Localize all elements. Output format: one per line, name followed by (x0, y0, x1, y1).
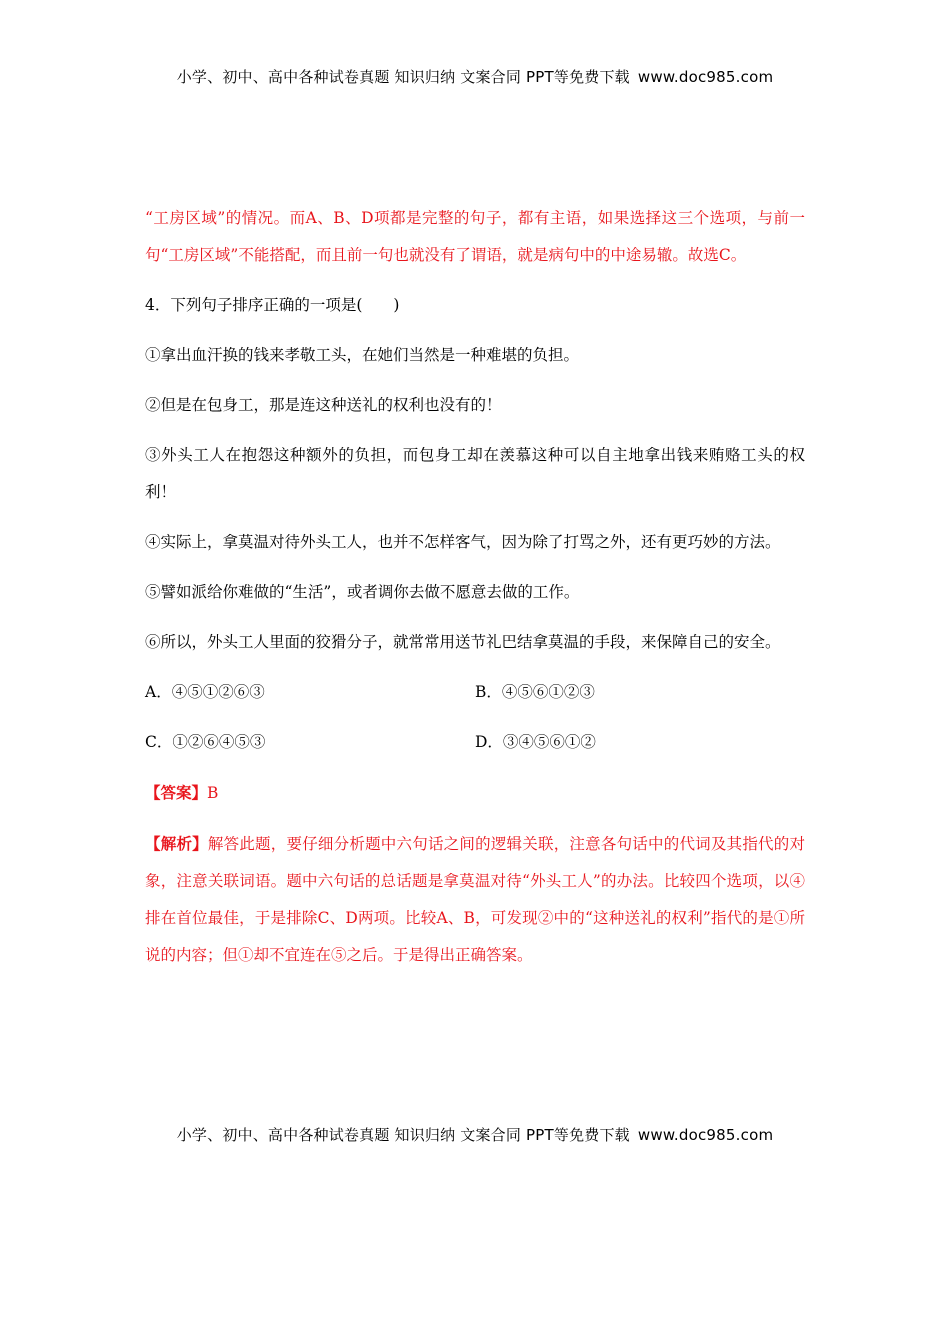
option-a: A．④⑤①②⑥③ (145, 683, 265, 701)
answer-tag: 【答案】 (145, 783, 208, 802)
document-body (145, 200, 805, 987)
header-url[interactable]: www.doc985.com (637, 68, 774, 86)
sentence-6: ⑥所以，外头工人里面的狡猾分子，就常常用送节礼巴结拿莫温的手段，来保障自己的安全。 (145, 633, 781, 651)
answer-line (145, 774, 805, 812)
previous-explanation: “工房区域”的情况。而A、B、D项都是完整的句子，都有主语，如果选择这三个选项，与前一句“工房区域”不能搭配，而且前一句也就没有了谓语，就是病句中的中途易辙。故选C。 (145, 209, 805, 264)
question-stem: 4．下列句子排序正确的一项是( ) (145, 296, 400, 314)
analysis-paragraph (145, 825, 805, 974)
page-footer (0, 1124, 950, 1145)
footer-text: 小学、初中、高中各种试卷真题 知识归纳 文案合同 PPT等免费下载 (176, 1126, 630, 1144)
page-header (0, 66, 950, 87)
option-b: B．④⑤⑥①②③ (475, 683, 595, 701)
option-d: D．③④⑤⑥①② (475, 733, 596, 751)
analysis-text: 解答此题，要仔细分析题中六句话之间的逻辑关联，注意各句话中的代词及其指代的对象，注意关联词语。题中六句话的总话题是拿莫温对待“外头工人”的办法。比较四个选项，以④排在首位最佳，于是排除C、D两项。比较A、B，可发现②中的“这种送礼的权利”指代的是①所说的内容；但①却不宜连在⑤之后。于是得出正确答案。 (145, 835, 805, 964)
sentence-4: ④实际上，拿莫温对待外头工人，也并不怎样客气，因为除了打骂之外，还有更巧妙的方法。 (145, 533, 781, 551)
sentence-2: ②但是在包身工，那是连这种送礼的权利也没有的！ (145, 396, 502, 414)
header-text: 小学、初中、高中各种试卷真题 知识归纳 文案合同 PPT等免费下载 (176, 68, 630, 86)
sentence-3: ③外头工人在抱怨这种额外的负担，而包身工却在羡慕这种可以自主地拿出钱来贿赂工头的权利！ (145, 446, 805, 501)
footer-url[interactable]: www.doc985.com (637, 1126, 774, 1144)
option-c: C．①②⑥④⑤③ (145, 733, 266, 751)
answer-value: B (207, 784, 219, 802)
sentence-5: ⑤譬如派给你难做的“生活”，或者调你去做不愿意去做的工作。 (145, 583, 580, 601)
answer-options (145, 674, 805, 774)
analysis-tag: 【解析】 (145, 834, 208, 853)
sentence-1: ①拿出血汗换的钱来孝敬工头，在她们当然是一种难堪的负担。 (145, 346, 580, 364)
